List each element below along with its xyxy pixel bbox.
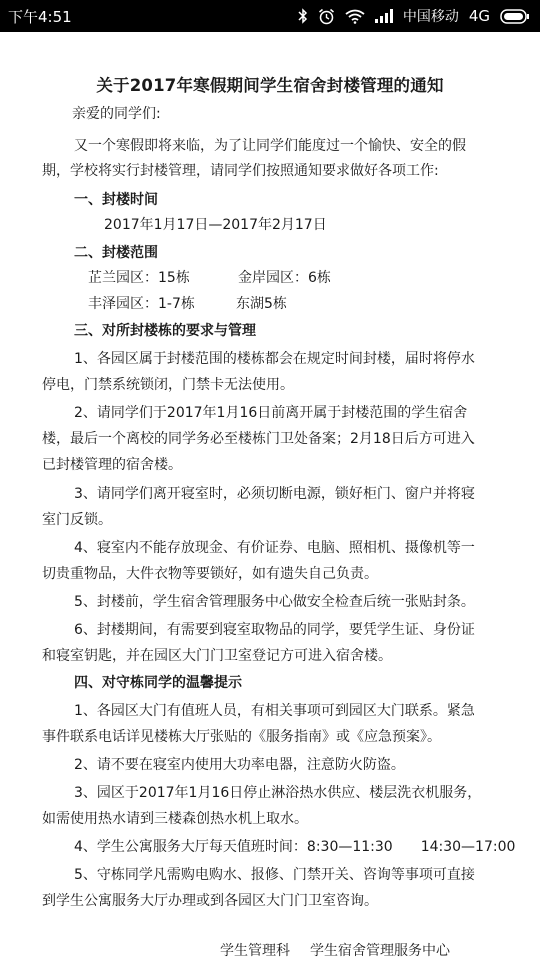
carrier-label: 中国移动: [402, 9, 459, 25]
section-1-heading: 一、封楼时间: [74, 192, 158, 208]
wifi-icon: [345, 9, 365, 24]
s3-item-2-line-3: 已封楼管理的宿舍楼。: [42, 457, 182, 473]
s3-item-1-line-2: 停电，门禁系统锁闭，门禁卡无法使用。: [42, 377, 294, 393]
s4-item-1-line-2: 事件联系电话详见楼栋大厅张贴的《服务指南》或《应急预案》。: [42, 729, 441, 745]
notice-document: [0, 72, 540, 96]
intro-line-1: 又一个寒假即将来临，为了让同学们能度过一个愉快、安全的假: [74, 138, 466, 154]
section-4-heading: 四、对守栋同学的温馨提示: [74, 675, 242, 691]
s3-item-3-line-2: 室门反锁。: [42, 512, 112, 528]
s3-item-5: 5、封楼前，学生宿舍管理服务中心做安全检查后统一张贴封条。: [74, 594, 475, 610]
section-3-heading: 三、对所封楼栋的要求与管理: [74, 323, 256, 339]
s4-item-5-line-1: 5、守栋同学凡需购电购水、报修、门禁开关、咨询等事项可直接: [74, 867, 475, 883]
signature-center: 学生宿舍管理服务中心: [310, 943, 450, 959]
s3-item-4-line-2: 切贵重物品，大件衣物等要锁好，如有遗失自己负责。: [42, 566, 378, 582]
bluetooth-icon: [298, 8, 308, 24]
section-2-heading: 二、封楼范围: [74, 245, 158, 261]
s4-item-1-line-1: 1、各园区大门有值班人员，有相关事项可到园区大门联系。紧急: [74, 703, 475, 719]
greeting: 亲爱的同学们:: [72, 106, 161, 122]
s3-item-3-line-1: 3、请同学们离开寝室时，必须切断电源，锁好柜门、窗户并将寝: [74, 486, 475, 502]
signature-dept: 学生管理科: [220, 943, 290, 959]
scope-zhilan: 芷兰园区：15栋: [88, 270, 190, 286]
s4-item-5-line-2: 到学生公寓服务大厅办理或到各园区大门门卫室咨询。: [42, 893, 378, 909]
battery-icon: [500, 9, 530, 24]
intro-line-2: 期，学校将实行封楼管理，请同学们按照通知要求做好各项工作:: [42, 163, 439, 179]
s4-item-3-line-1: 3、园区于2017年1月16日停止淋浴热水供应、楼层洗衣机服务，: [74, 785, 482, 801]
s4-item-4: 4、学生公寓服务大厅每天值班时间：8:30—11:30 14:30—17:00: [74, 839, 516, 855]
alarm-icon: [318, 8, 335, 25]
section-1-dates: 2017年1月17日—2017年2月17日: [104, 217, 327, 233]
status-icons: [298, 6, 530, 26]
s3-item-2-line-1: 2、请同学们于2017年1月16日前离开属于封楼范围的学生宿舍: [74, 405, 468, 421]
network-type: 4G: [468, 7, 490, 25]
s3-item-1-line-1: 1、各园区属于封楼范围的楼栋都会在规定时间封楼，届时将停水: [74, 351, 475, 367]
notice-title: 关于2017年寒假期间学生宿舍封楼管理的通知: [96, 76, 444, 95]
status-time: 下午4:51: [8, 7, 72, 26]
s4-item-2: 2、请不要在寝室内使用大功率电器，注意防火防盗。: [74, 757, 405, 773]
s3-item-6-line-1: 6、封楼期间，有需要到寝室取物品的同学，要凭学生证、身份证: [74, 622, 475, 638]
scope-donghu: 东湖5栋: [236, 296, 287, 312]
s4-item-3-line-2: 如需使用热水请到三楼森创热水机上取水。: [42, 811, 308, 827]
s3-item-6-line-2: 和寝室钥匙，并在园区大门门卫室登记方可进入宿舍楼。: [42, 648, 392, 664]
s3-item-2-line-2: 楼，最后一个离校的同学务必至楼栋门卫处备案；2月18日后方可进入: [42, 431, 475, 447]
status-bar: [0, 0, 540, 32]
signal-icon: [375, 9, 393, 23]
scope-fengze: 丰泽园区：1-7栋: [88, 296, 195, 312]
s3-item-4-line-1: 4、寝室内不能存放现金、有价证券、电脑、照相机、摄像机等一: [74, 540, 475, 556]
scope-jinan: 金岸园区：6栋: [238, 270, 331, 286]
